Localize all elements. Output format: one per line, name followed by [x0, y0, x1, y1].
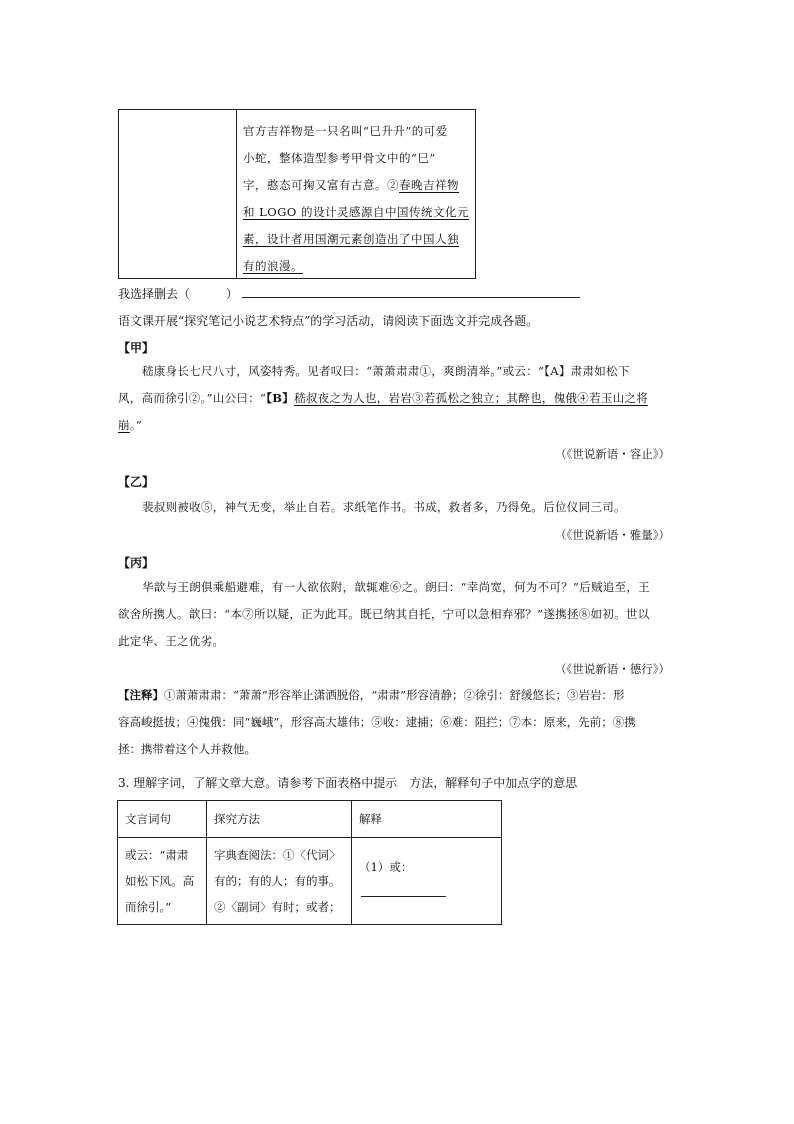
notes-line: 【注释】①萧萧肃肃：“萧萧”形容举止潇洒脱俗，“肃肃”形容清静；②徐引：舒缓悠长；③岩岩：形: [118, 688, 625, 702]
source-jia: （《世说新语・容止》）: [555, 447, 670, 461]
underlined-sentence-b: 嵇叔夜之为人也，岩岩③若孤松之独立；其醉也，傀俄④若玉山之将: [294, 391, 649, 405]
sentence-2-marker: ②: [387, 178, 399, 192]
cell-line: 小蛇，整体造型参考甲骨文中的“巳”: [243, 151, 436, 165]
passage-yi-heading: 【乙】: [118, 475, 155, 489]
underlined-sentence-b: 崩: [118, 418, 130, 432]
cell-line: 字，憨态可掬又富有古意。②春晚吉祥物: [243, 178, 459, 192]
passage-line: 此定华、王之优劣。: [118, 634, 225, 648]
choice-line: [118, 284, 580, 304]
explanation-blank[interactable]: [361, 888, 446, 897]
header-cell: 探究方法: [207, 801, 352, 838]
cell-line: 官方吉祥物是一只名叫“巳升升”的可爱: [243, 124, 448, 138]
underlined-sentence-2: 春晚吉祥物: [399, 178, 459, 192]
header-cell: 解释: [352, 801, 502, 838]
table-divider: [236, 110, 237, 278]
notes-line: 容高峻挺拔；④傀俄：同“巍峨”，形容高大雄伟；⑤收：逮捕；⑥难：阻拦；⑦本：原来，先前；⑧携: [118, 715, 636, 729]
explanation-label: （1）或：: [359, 860, 413, 874]
table-header-row: [118, 801, 502, 838]
passage-jia: [118, 358, 678, 439]
notes-label: 【注释】: [118, 688, 164, 702]
top-table: [118, 109, 476, 279]
passage-yi: 裴叔则被收⑤，神气无变，举止自若。求纸笔作书。书成，救者多，乃得免。后位仪同三司。: [142, 500, 626, 514]
passage-line: 华歆与王朗俱乘船避难，有一人欲依附，歆辄难⑥之。朗曰：“幸尚宽，何为不可？”后贼追至，王: [142, 580, 650, 594]
sentence-cell: 或云：“肃肃 如松下风。高 而徐引。”: [118, 838, 207, 925]
label-b: 【B】: [266, 391, 295, 405]
notes-line: 拯：携带着这个人并救他。: [118, 742, 256, 756]
passage-bing-heading: 【丙】: [118, 556, 155, 570]
question-3: 3. 理解字词，了解文章大意。请参考下面表格中提示 方法，解释句子中加点字的意思: [118, 776, 578, 790]
source-yi: （《世说新语・雅量》）: [555, 528, 670, 542]
passage-line: 嵇康身长七尺八寸，风姿特秀。见者叹曰：“萧萧肃肃①，爽朗清举。”或云：“【A】肃肃如松下: [142, 364, 630, 378]
table-cell-text: [243, 118, 471, 280]
table-row: [118, 838, 502, 925]
underlined-sentence-2: 有的浪漫。: [243, 259, 303, 273]
question-3-table: [117, 800, 502, 925]
source-bing: （《世说新语・德行》）: [555, 662, 670, 676]
intro-text: 语文课开展“探究笔记小说艺术特点”的学习活动，请阅读下面选文并完成各题。: [118, 314, 539, 328]
underlined-sentence-2: 素，设计者用国潮元素创造出了中国人独: [243, 232, 459, 246]
passage-line: 崩。”: [118, 418, 143, 432]
passage-bing: [118, 574, 678, 655]
method-cell: 字典查阅法：①〈代词〉 有的；有的人；有的事。 ②〈副词〉有时；或者；: [207, 838, 352, 925]
header-cell: 文言词句: [118, 801, 207, 838]
choice-prompt: 我选择删去（ ）: [118, 287, 239, 301]
underlined-sentence-2: 和 LOGO 的设计灵感源自中国传统文化元: [243, 205, 469, 219]
notes: [118, 682, 678, 763]
answer-blank[interactable]: [242, 285, 580, 298]
passage-jia-heading: 【甲】: [118, 341, 155, 355]
passage-line: 风，高而徐引②。”山公曰：“【B】嵇叔夜之为人也，岩岩③若孤松之独立；其醉也，傀俄④若玉山之将: [118, 391, 649, 405]
passage-line: 欲舍所携人。歆曰：“本⑦所以疑，正为此耳。既已纳其自托，宁可以急相弃邪？”遂携拯⑧如初。世以: [118, 607, 650, 621]
explanation-cell: [352, 838, 502, 925]
